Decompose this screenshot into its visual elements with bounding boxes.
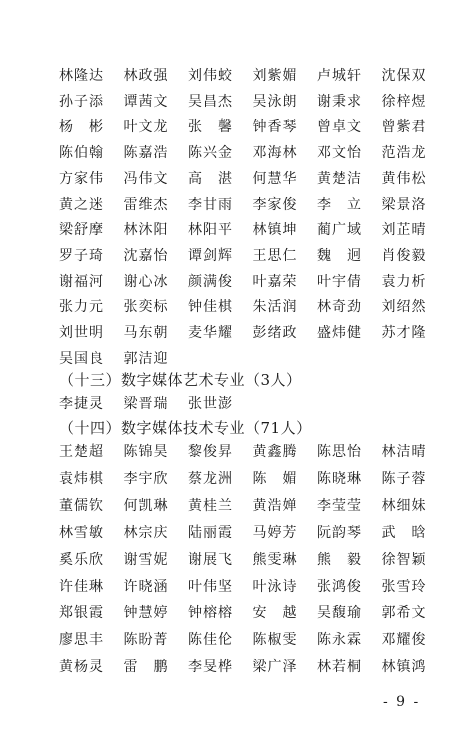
person-name: 雷 鹏: [123, 659, 169, 676]
person-name: 李甘雨: [188, 196, 233, 213]
person-name: 冯伟文: [123, 170, 169, 187]
person-name: 许佳琳: [59, 578, 104, 595]
person-name: 林洁晴: [381, 444, 427, 460]
person-name: 苏才隆: [381, 325, 427, 341]
section-14-heading: （十四）数字媒体技术专业（71人）: [59, 419, 312, 437]
person-name: 何凯琳: [123, 497, 169, 514]
person-name: 李 立: [317, 196, 362, 213]
person-name: 颜满俊: [188, 273, 233, 290]
person-name: 范浩龙: [381, 145, 427, 162]
person-name: 张世澎: [188, 396, 233, 412]
person-name: 安 越: [252, 605, 298, 622]
person-name: 陈子蓉: [381, 470, 427, 487]
person-name: 张鸿俊: [317, 578, 362, 595]
person-name: 孙子添: [59, 93, 104, 110]
person-name: 谢心冰: [123, 273, 169, 290]
person-name: 郭洁迎: [123, 350, 169, 367]
person-name: 吴泳朗: [252, 93, 298, 110]
person-name: 何慧华: [252, 170, 298, 187]
person-name: 谭茜文: [123, 93, 169, 110]
person-name: 熊雯琳: [252, 551, 298, 568]
person-name: 钟慧婷: [123, 605, 169, 622]
person-name: 黄杨灵: [59, 659, 104, 676]
person-name: 邓海林: [252, 145, 298, 162]
person-name: 王思仁: [252, 247, 298, 264]
page-number: - 9 -: [383, 694, 421, 710]
person-name: 林若桐: [317, 659, 362, 676]
person-name: 林沐阳: [123, 222, 169, 239]
person-name: 陈佳伦: [188, 632, 233, 649]
person-name: 陈思怡: [317, 444, 362, 460]
person-name: 刘绍然: [381, 299, 427, 316]
person-name: 陈锦昊: [123, 444, 169, 460]
person-name: 林细妹: [381, 497, 427, 514]
person-name: 刘芷晴: [381, 222, 427, 239]
person-name: 陈盼菁: [123, 632, 169, 649]
person-name: 张力元: [59, 299, 104, 316]
person-name: 林雪敏: [59, 524, 104, 541]
person-name: 林镇坤: [252, 222, 298, 239]
person-name: 林宗庆: [123, 524, 169, 541]
person-name: 黄伟松: [381, 170, 427, 187]
person-name: 蔡龙洲: [188, 470, 233, 487]
person-name: 谢展飞: [188, 551, 233, 568]
person-name: 谢雪妮: [123, 551, 169, 568]
person-name: 林政强: [123, 68, 169, 84]
person-name: 陈 媚: [252, 470, 298, 487]
person-name: 袁力析: [381, 273, 427, 290]
person-name: 黎俊昇: [188, 444, 233, 460]
person-name: 黄楚洁: [317, 170, 362, 187]
person-name: 马婷芳: [252, 524, 298, 541]
person-name: 朱活润: [252, 299, 298, 316]
person-name: 陈兴金: [188, 145, 233, 162]
person-name: 廖思丰: [59, 632, 104, 649]
person-name: 梁晋瑞: [123, 396, 169, 412]
person-name: 梁广泽: [252, 659, 298, 676]
person-name: 叶伟坚: [188, 578, 233, 595]
person-name: 麦华耀: [188, 325, 233, 341]
person-name: 杨 彬: [59, 119, 104, 136]
person-name: 黄鑫腾: [252, 444, 298, 460]
person-name: 陈嘉浩: [123, 145, 169, 162]
person-name: 郑银霞: [59, 605, 104, 622]
person-name: 林镇鸿: [381, 659, 427, 676]
person-name: 张雪玲: [381, 578, 427, 595]
person-name: 黄浩婵: [252, 497, 298, 514]
person-name: 郭希文: [381, 605, 427, 622]
person-name: 林阳平: [188, 222, 233, 239]
person-name: 陆丽霞: [188, 524, 233, 541]
person-name: 曾紫君: [381, 119, 427, 136]
person-name: 陈永霖: [317, 632, 362, 649]
person-name: 钟香琴: [252, 119, 298, 136]
person-name: 邓文怡: [317, 145, 362, 162]
person-name: 李家俊: [252, 196, 298, 213]
person-name: 陈椒雯: [252, 632, 298, 649]
person-name: 奚乐欣: [59, 551, 104, 568]
person-name: 阮韵琴: [317, 524, 362, 541]
person-name: 方家伟: [59, 170, 104, 187]
person-name: 叶宇倩: [317, 273, 362, 290]
person-name: 陈晓琳: [317, 470, 362, 487]
person-name: 魏 迥: [317, 247, 362, 264]
person-name: 梁景洛: [381, 196, 427, 213]
person-name: 雷维杰: [123, 196, 169, 213]
person-name: 彭绪政: [252, 325, 298, 341]
person-name: 许晓涵: [123, 578, 169, 595]
person-name: 曾卓文: [317, 119, 362, 136]
person-name: 罗子琦: [59, 247, 104, 264]
person-name: 林隆达: [59, 68, 104, 84]
person-name: 徐梓煜: [381, 93, 427, 110]
section-13-heading: （十三）数字媒体艺术专业（3人）: [59, 371, 302, 389]
person-name: 钟佳棋: [188, 299, 233, 316]
person-name: 林奇劲: [317, 299, 362, 316]
person-name: 刘紫媚: [252, 68, 298, 84]
person-name: 张奕标: [123, 299, 169, 316]
person-name: 李旻桦: [188, 659, 233, 676]
person-name: 王楚超: [59, 444, 104, 460]
person-name: 李莹莹: [317, 497, 362, 514]
person-name: 李捷灵: [59, 396, 104, 412]
person-name: 卢城轩: [317, 68, 362, 84]
person-name: 武 晗: [381, 524, 427, 541]
person-name: 叶文龙: [123, 119, 169, 136]
person-name: 梁舒摩: [59, 222, 104, 239]
person-name: 沈嘉怡: [123, 247, 169, 264]
person-name: 蔺广域: [317, 222, 362, 239]
person-name: 吴国良: [59, 350, 104, 367]
person-name: 刘伟蛟: [188, 68, 233, 84]
person-name: 高 湛: [188, 170, 233, 187]
person-name: 叶嘉荣: [252, 273, 298, 290]
person-name: 李宇欣: [123, 470, 169, 487]
person-name: 徐智颖: [381, 551, 427, 568]
person-name: 袁炜棋: [59, 470, 104, 487]
person-name: 叶泳诗: [252, 578, 298, 595]
person-name: 刘世明: [59, 325, 104, 341]
person-name: 吴馥瑜: [317, 605, 362, 622]
person-name: 黄之迷: [59, 196, 104, 213]
person-name: 董儒钦: [59, 497, 104, 514]
person-name: 黄桂兰: [188, 497, 233, 514]
person-name: 熊 毅: [317, 551, 362, 568]
person-name: 钟榕榕: [188, 605, 233, 622]
person-name: 谢福河: [59, 273, 104, 290]
person-name: 吴昌杰: [188, 93, 233, 110]
person-name: 邓耀俊: [381, 632, 427, 649]
person-name: 陈伯翰: [59, 145, 104, 162]
person-name: 沈保双: [381, 68, 427, 84]
person-name: 马东朝: [123, 325, 169, 341]
person-name: 张 馨: [188, 119, 233, 136]
person-name: 盛炜健: [317, 325, 362, 341]
person-name: 谭剑辉: [188, 247, 233, 264]
person-name: 肖俊毅: [381, 247, 427, 264]
person-name: 谢秉求: [317, 93, 362, 110]
